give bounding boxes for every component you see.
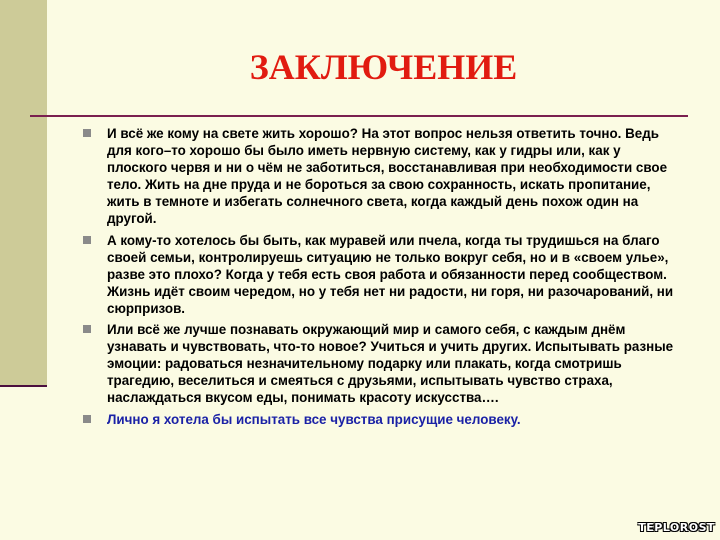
title-divider (30, 115, 688, 117)
bullet-list (83, 125, 683, 432)
slide-title: ЗАКЛЮЧЕНИЕ (249, 47, 518, 87)
square-bullet-icon (83, 325, 91, 333)
bullet-item (83, 232, 683, 317)
square-bullet-icon (83, 236, 91, 244)
bullet-text: Или всё же лучше познавать окружающий мир и самого себя, с каждым днём узнавать и чувствовать, что-то новое? Учиться и учить других. Испытывать разные эмоции: радоваться незначительному подарку или плакать, когда смотришь трагедию, веселиться и смеяться с друзьями, испытывать чувство страха, наслаждаться вкусом еды, понимать красоту искусства…. (107, 322, 674, 406)
side-decoration-bar (0, 0, 47, 385)
side-decoration-line (0, 385, 47, 387)
bullet-item-conclusion (83, 411, 683, 428)
square-bullet-icon (83, 415, 91, 423)
bullet-text: И всё же кому на свете жить хорошо? На этот вопрос нельзя ответить точно. Ведь для кого–то хорошо бы было иметь нервную систему, как у гидры или, как у плоского червя и ни о чём не заботиться, восстанавливая при необходимости свое тело. Жить на дне пруда и не бороться за свою сохранность, искать пропитание, жить в темноте и избегать солнечного света, когда каждый день похож один на другой. (107, 126, 668, 227)
bullet-text: А кому-то хотелось бы быть, как муравей или пчела, когда ты трудишься на благо своей семьи, контролируешь ситуацию не только вокруг себя, но и в «своем улье», разве это плохо? Когда у тебя есть своя работа и обязанности перед сообществом. Жизнь идёт своим чередом, но у тебя нет ни радости, ни горя, ни разочарований, ни сюрпризов. (107, 232, 674, 316)
bullet-item (83, 321, 683, 406)
bullet-text: Лично я хотела бы испытать все чувства присущие человеку. (107, 411, 521, 427)
bullet-item (83, 125, 683, 228)
square-bullet-icon (83, 129, 91, 137)
watermark-logo: TEPLOROST (638, 521, 715, 534)
